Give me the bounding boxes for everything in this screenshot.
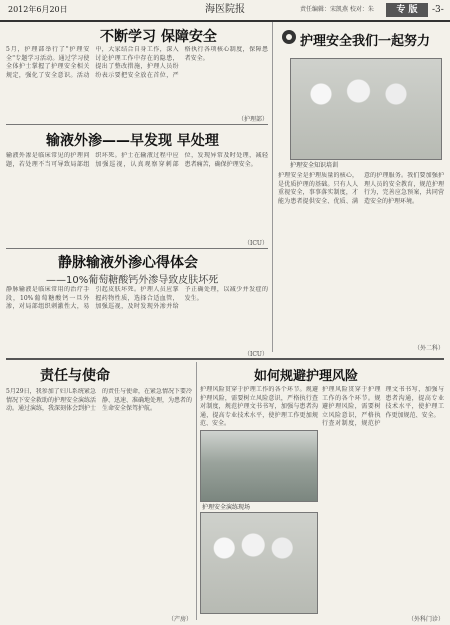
article-6-photo-1 xyxy=(200,430,318,502)
section-rule xyxy=(6,358,444,360)
article-4-body: 静脉输液是临床常用的治疗手段，10%葡萄糖酸钙一旦外渗，对局部组织刺激性大，易引起皮肤坏死。护理人员应掌握药物性质，选择合适血管，加强巡视，及时发现外渗并给予正确处理，以减少并发症的发生。 xyxy=(6,286,268,310)
paper-name: 海医院报 xyxy=(205,4,245,15)
article-4-byline: （ICU） xyxy=(243,351,268,358)
article-3-title: 输液外渗——早发现 早处理 xyxy=(46,133,219,149)
section-rule xyxy=(6,124,268,125)
page-header xyxy=(0,0,450,22)
decorative-bullet-icon xyxy=(282,30,296,44)
article-2-body: 护理安全是护理质量的核心，是优质护理的基础。只有人人重视安全，事事落实制度，才能为患者提供安全、优质、满意的护理服务。我们要加强护理人员的安全教育，规范护理行为，完善应急预案，共同营造安全的护理环境。 xyxy=(278,172,444,205)
section-rule xyxy=(6,248,268,249)
article-5-title: 责任与使命 xyxy=(40,368,110,384)
article-4-title: 静脉输液外渗心得体会 xyxy=(58,255,198,271)
article-1-body: 5月，护理部举行了"护理安全"专题学习活动。通过学习使全体护士掌握了护理安全相关规定，强化了安全意识。活动中，大家结合自身工作，深入讨论护理工作中存在的隐患，提出了整改措施，护理人员纷纷表示要把安全放在首位，严格执行各项核心制度，保障患者安全。 xyxy=(6,46,268,79)
article-6-photo-caption: 护理安全演练现场 xyxy=(202,504,251,511)
article-6-photo-2 xyxy=(200,512,318,614)
article-6-title: 如何规避护理风险 xyxy=(254,369,359,384)
article-6-lead: 护理风险贯穿于护理工作的各个环节。规避护理风险，需要树立风险意识，严格执行查对制度，规范护理文书书写，加强与患者沟通，提高专业技术水平，使护理工作更加规范、安全。 xyxy=(200,386,318,427)
article-1-title: 不断学习 保障安全 xyxy=(100,29,217,45)
issue-date: 2012年6月20日 xyxy=(8,5,68,14)
article-2-photo-caption: 护理安全知识培训 xyxy=(290,162,339,169)
article-1-byline: （护理部） xyxy=(237,116,268,123)
article-3-body: 输液外渗是临床常见的护理问题，若处理不当可导致局部组织坏死。护士在输液过程中应加强巡视，认真观察穿刺部位，发现异常及时处理，减轻患者痛苦，确保护理安全。 xyxy=(6,152,268,168)
article-6-body: 护理风险贯穿于护理工作的各个环节。规避护理风险，需要树立风险意识，严格执行查对制度，规范护理文书书写，加强与患者沟通，提高专业技术水平，使护理工作更加规范、安全。 xyxy=(322,386,444,427)
section-badge: 专 版 xyxy=(386,3,428,17)
article-2-photo xyxy=(290,58,442,160)
article-3-byline: （ICU） xyxy=(243,240,268,247)
article-5-byline: （产房） xyxy=(167,616,192,623)
column-divider xyxy=(196,362,197,620)
column-divider xyxy=(272,22,273,352)
article-2-title: 护理安全我们一起努力 xyxy=(300,34,431,49)
article-2-byline: （外二科） xyxy=(413,345,444,352)
article-6-byline: （外科门诊） xyxy=(407,616,444,623)
editor-credits: 责任编辑：宋凯燕 校对：朱 xyxy=(300,6,374,13)
article-4-subtitle: ——10%葡萄糖酸钙外渗导致皮肤坏死 xyxy=(46,275,219,286)
page-number: -3- xyxy=(432,5,444,15)
article-5-body: 5月29日，我参加了妇儿系统紧急情况下安全救助的护理安全演练活动。通过演练，我深刻体会到护士的责任与使命，在紧急情况下要冷静、迅速、准确地处理，为患者的生命安全保驾护航。 xyxy=(6,388,192,412)
